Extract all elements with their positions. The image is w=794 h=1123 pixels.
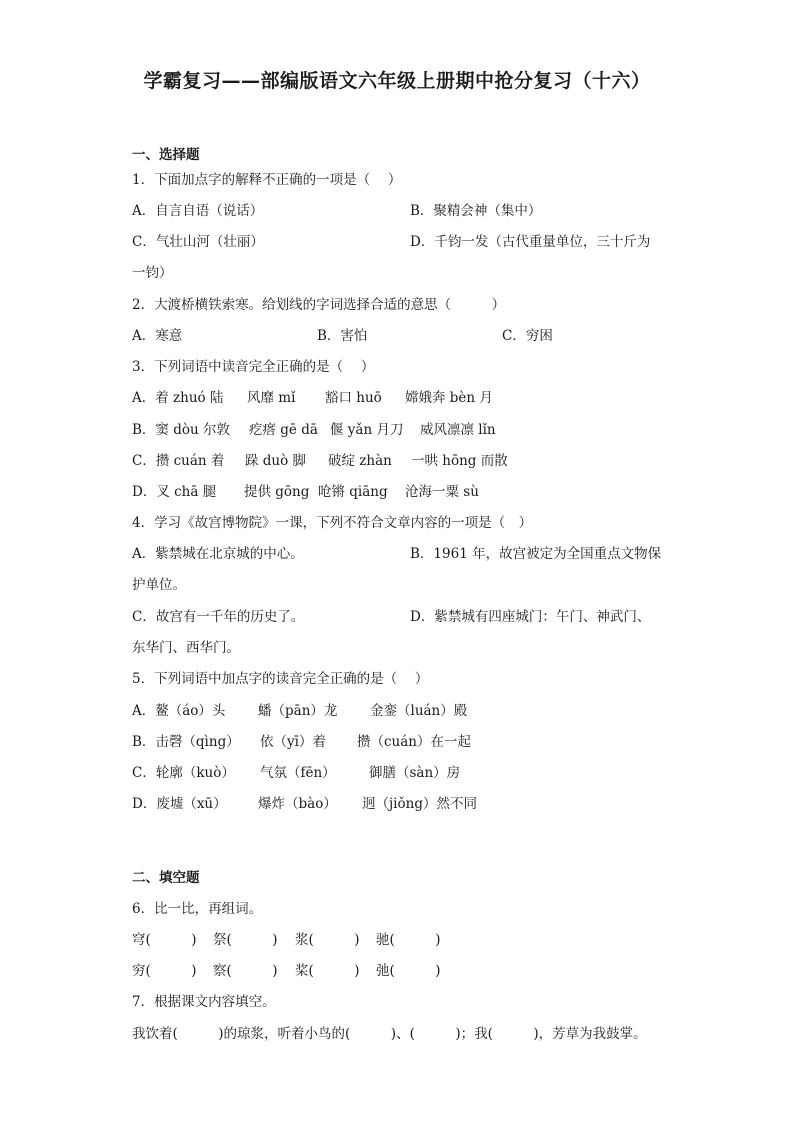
question-1-stem: 1．下面加点字的解释不正确的一项是（ ）	[132, 172, 402, 188]
q3-d-word: 呛锵 qiāng	[318, 484, 388, 500]
q3-b-word: 偃 yǎn 月刀	[330, 422, 404, 438]
q5-c-word: C．轮廓（kuò）	[132, 765, 235, 781]
q5-d-word: 爆炸（bào）	[258, 796, 337, 812]
section-heading-choice: 一、选择题	[132, 147, 200, 163]
q3-c-word: 跺 duò 脚	[245, 453, 307, 469]
q7-fill-line: 我饮着( )的琼浆，听着小鸟的( )、( )；我( )，芳草为我鼓掌。	[132, 1026, 647, 1042]
q4-option-d: D．紫禁城有四座城门：午门、神武门、	[410, 609, 651, 625]
q6-blank: 弛( )	[376, 963, 441, 979]
q6-blank: 穷( )	[132, 963, 197, 979]
q4-option-b: B．1961 年，故宫被定为全国重点文物保	[410, 546, 662, 562]
q3-d-word: 提供 gōng	[244, 484, 310, 500]
question-2-stem: 2．大渡桥横铁索寒。给划线的字词选择合适的意思（ ）	[132, 297, 506, 313]
q1-option-c: C．气壮山河（壮丽）	[132, 234, 264, 250]
q5-d-word: D．废墟（xū）	[132, 796, 227, 812]
question-7-stem: 7．根据课文内容填空。	[132, 994, 276, 1010]
q1-option-b: B．聚精会神（集中）	[410, 203, 542, 219]
q6-blank: 穹( )	[132, 932, 197, 948]
q3-a-word: A．着 zhuó 陆	[132, 390, 224, 406]
section-heading-fill: 二、填空题	[132, 870, 200, 886]
q6-blank: 驰( )	[376, 932, 441, 948]
q3-b-word: 威风凛凛 lǐn	[420, 422, 496, 438]
question-6-stem: 6．比一比，再组词。	[132, 901, 263, 917]
page-title: 学霸复习——部编版语文六年级上册期中抢分复习（十六）	[143, 70, 651, 92]
q2-option-a: A．寒意	[132, 328, 183, 344]
q3-c-word: 一哄 hōng 而散	[411, 453, 508, 469]
q5-c-word: 气氛（fēn）	[260, 765, 336, 781]
q5-a-word: 金銮（luán）殿	[370, 703, 468, 719]
question-4-stem: 4．学习《故宫博物院》一课，下列不符合文章内容的一项是（ ）	[132, 515, 533, 531]
q4-option-a: A．紫禁城在北京城的中心。	[132, 546, 304, 562]
question-5-stem: 5．下列词语中加点字的读音完全正确的是（ ）	[132, 671, 429, 687]
q1-option-a: A．自言自语（说话）	[132, 203, 264, 219]
q3-d-word: D．叉 chā 腿	[132, 484, 217, 500]
q6-blank: 桨( )	[295, 963, 360, 979]
q5-c-word: 御膳（sàn）房	[369, 765, 461, 781]
q6-blank: 浆( )	[295, 932, 360, 948]
q1-option-d-continued: 一钧）	[132, 265, 173, 281]
q1-option-d: D．千钧一发（古代重量单位，三十斤为	[410, 234, 651, 250]
q3-a-word: 豁口 huō	[325, 390, 382, 406]
q5-a-word: A．鳌（áo）头	[132, 703, 226, 719]
q6-blank: 察( )	[213, 963, 278, 979]
q3-c-word: 破绽 zhàn	[328, 453, 392, 469]
q3-a-word: 嫦娥奔 bèn 月	[405, 390, 493, 406]
q4-option-d-continued: 东华门、西华门。	[132, 640, 240, 656]
question-3-stem: 3．下列词语中读音完全正确的是（ ）	[132, 359, 375, 375]
q3-b-word: 疙瘩 gē dā	[249, 422, 318, 438]
q5-b-word: 攒（cuán）在一起	[357, 734, 471, 750]
q5-b-word: B．击磬（qìng）	[132, 734, 240, 750]
q5-b-word: 依（yī）着	[260, 734, 326, 750]
q3-c-word: C．攒 cuán 着	[132, 453, 225, 469]
q3-b-word: B．窦 dòu 尔敦	[132, 422, 230, 438]
q6-blank: 祭( )	[213, 932, 278, 948]
q5-d-word: 迥（jiǒng）然不同	[362, 796, 477, 812]
q3-d-word: 沧海一粟 sù	[405, 484, 479, 500]
q3-a-word: 风靡 mǐ	[247, 390, 296, 406]
q2-option-c: C．穷困	[502, 328, 553, 344]
q2-option-b: B．害怕	[317, 328, 368, 344]
q4-option-c: C．故宫有一千年的历史了。	[132, 609, 305, 625]
q5-a-word: 蟠（pān）龙	[258, 703, 338, 719]
q4-option-b-continued: 护单位。	[132, 577, 186, 593]
